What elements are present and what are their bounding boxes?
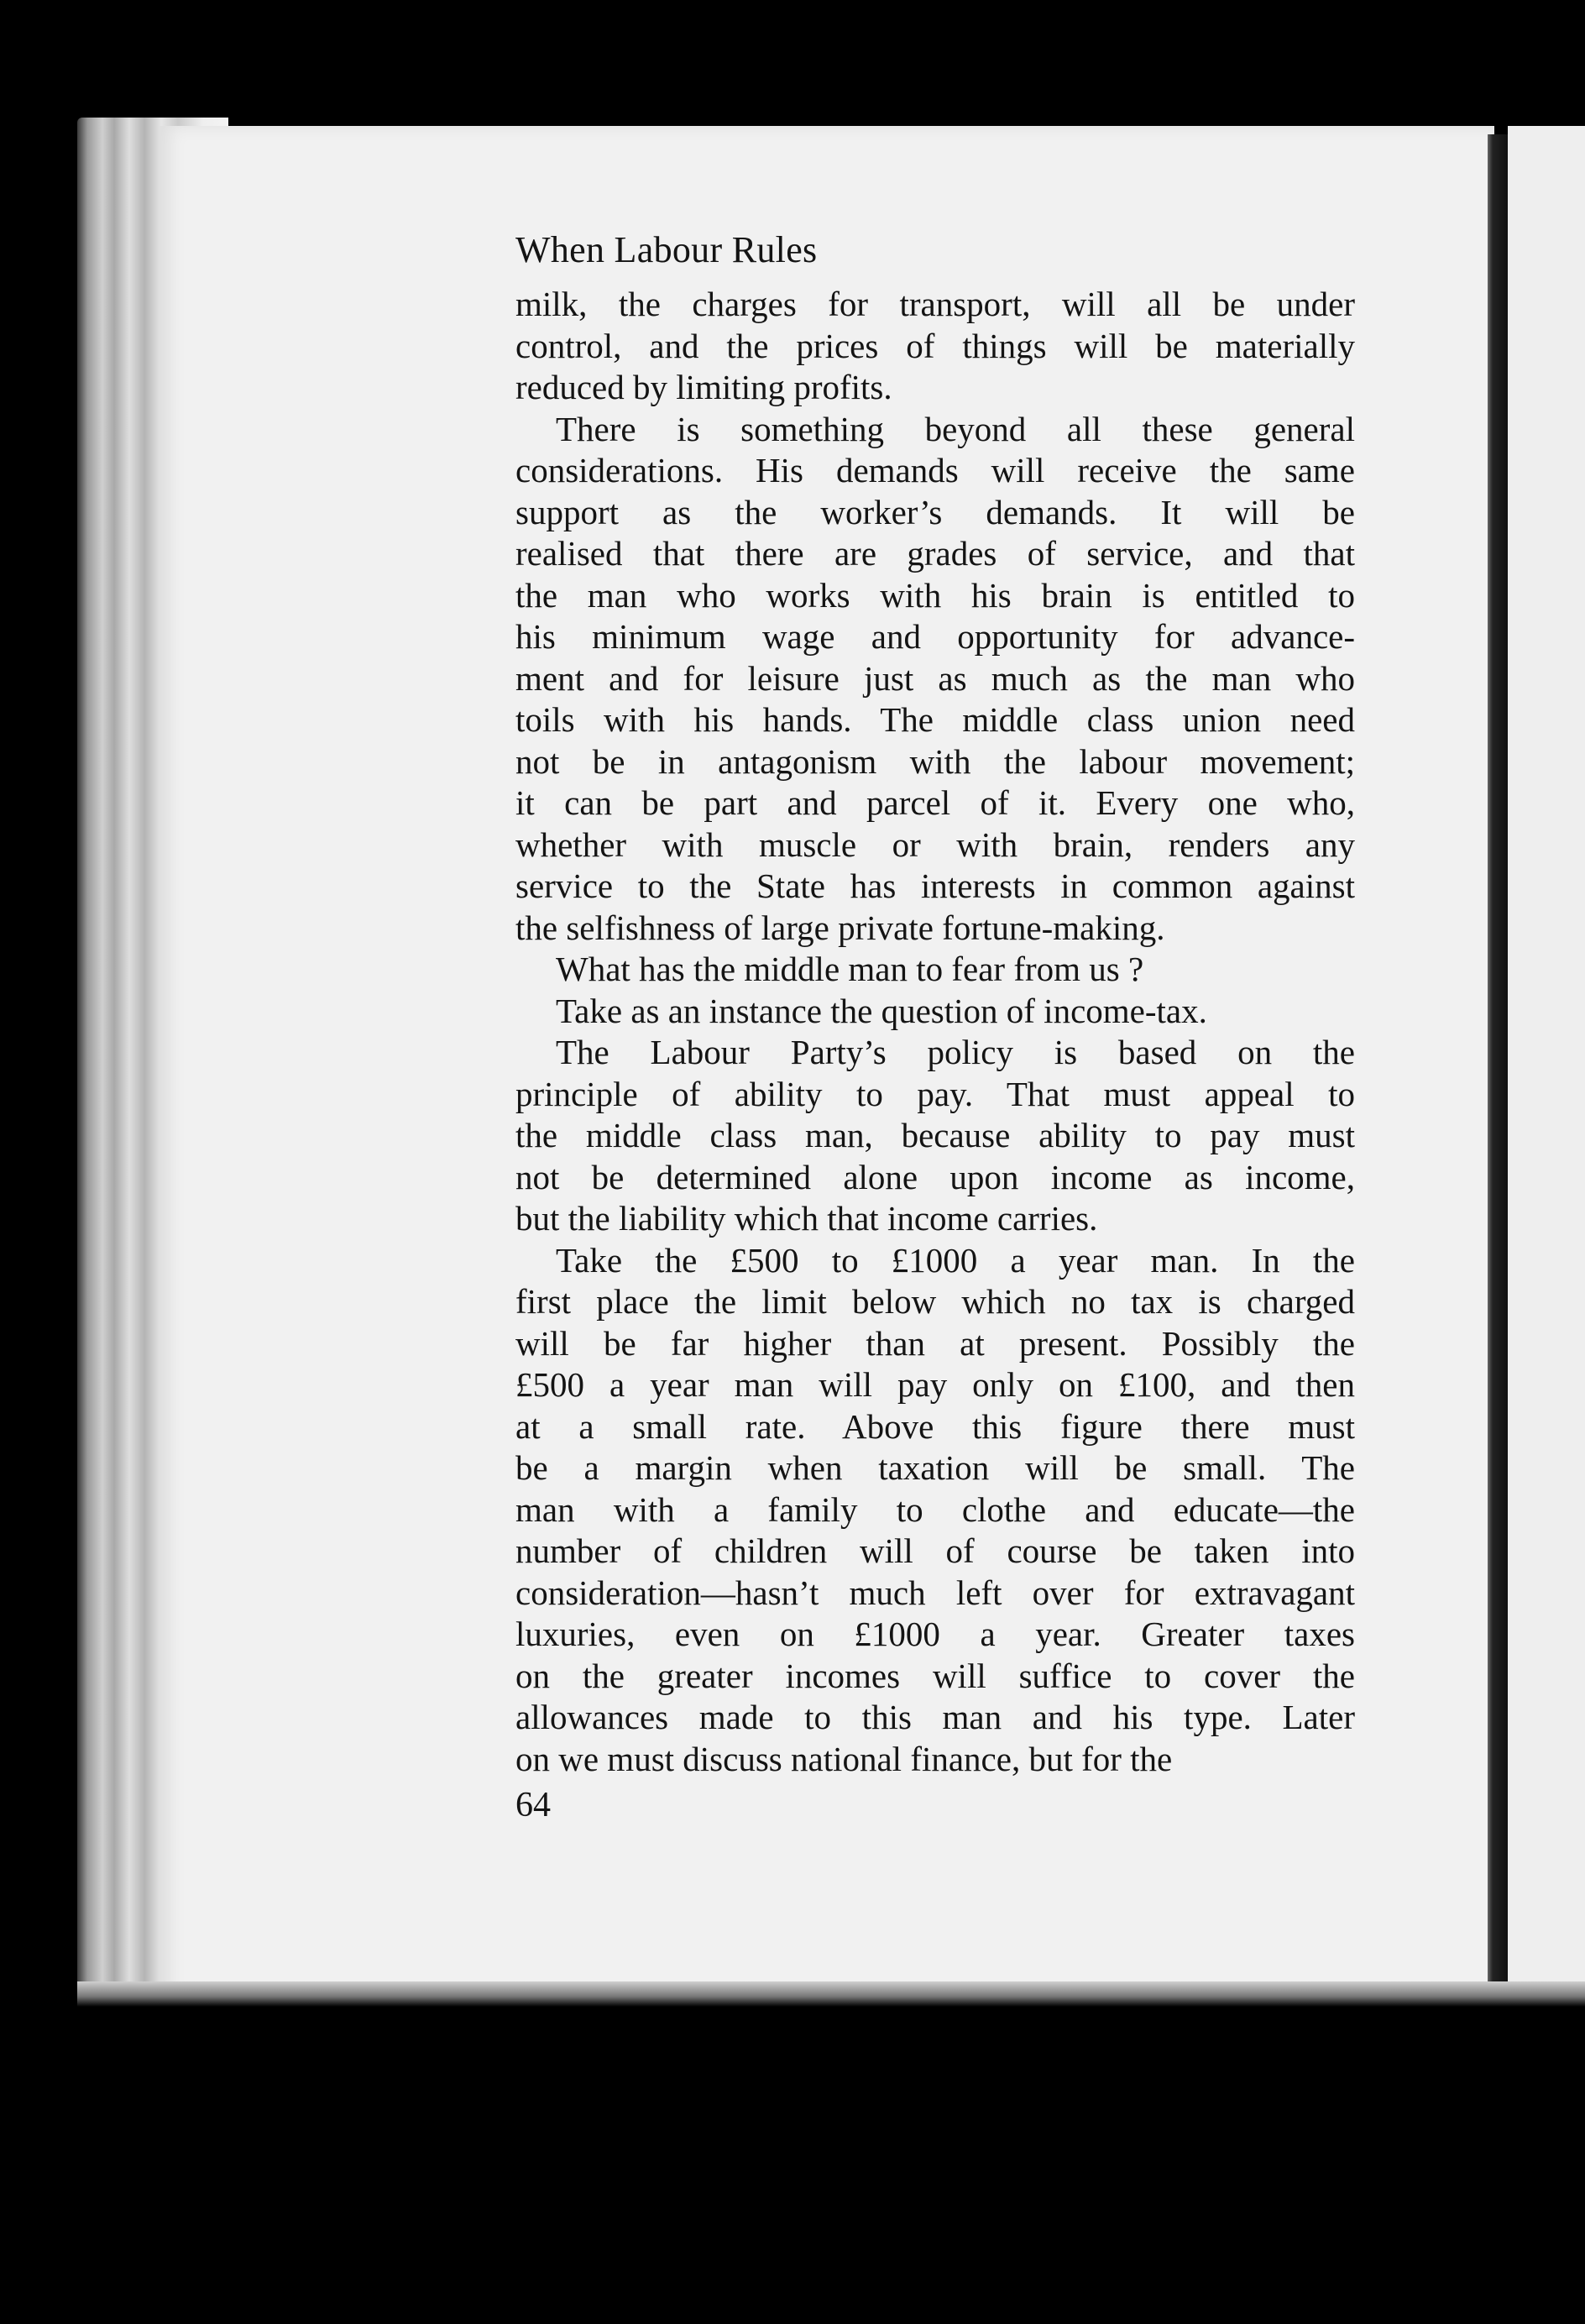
running-head: When Labour Rules xyxy=(515,229,818,270)
text-line: control, and the prices of things will be materially xyxy=(515,326,1355,365)
body-text xyxy=(515,284,1355,1780)
facing-page-edge xyxy=(1508,126,1585,1998)
text-line: considerations. His demands will receive the same xyxy=(515,451,1355,489)
text-line: it can be part and parcel of it. Every one who, xyxy=(515,783,1355,822)
text-line: Take the £500 to £1000 a year man. In the xyxy=(556,1240,1355,1280)
bottom-edge-shadow xyxy=(77,1981,1585,2007)
text-line: £500 a year man will pay only on £100, and then xyxy=(515,1365,1355,1404)
text-line: consideration—hasn’t much left over for extravagant xyxy=(515,1573,1355,1612)
text-block xyxy=(515,223,1355,1829)
paragraph xyxy=(515,409,1355,950)
paragraph xyxy=(515,1240,1355,1781)
page-number: 64 xyxy=(515,1786,551,1824)
text-line: be a margin when taxation will be small. The xyxy=(515,1448,1355,1487)
text-line: reduced by limiting profits. xyxy=(515,368,892,406)
text-line: not be in antagonism with the labour movement; xyxy=(515,741,1355,781)
text-line: will be far higher than at present. Possibly the xyxy=(515,1323,1355,1363)
text-line: the middle class man, because ability to pay must xyxy=(515,1116,1355,1154)
text-line: Take as an instance the question of income-tax. xyxy=(556,991,1207,1030)
text-line: at a small rate. Above this figure there must xyxy=(515,1406,1355,1446)
text-line: The Labour Party’s policy is based on the xyxy=(556,1033,1355,1071)
text-line: on the greater incomes will suffice to cover the xyxy=(515,1656,1355,1695)
paragraph xyxy=(515,991,1355,1033)
text-line: allowances made to this man and his type. Later xyxy=(515,1698,1355,1736)
text-line: his minimum wage and opportunity for advance- xyxy=(515,617,1355,656)
text-line: the man who works with his brain is entitled to xyxy=(515,575,1355,615)
text-line: first place the limit below which no tax is charged xyxy=(515,1282,1355,1321)
text-line: support as the worker’s demands. It will be xyxy=(515,492,1355,531)
text-line: not be determined alone upon income as income, xyxy=(515,1157,1355,1196)
text-line: whether with muscle or with brain, renders any xyxy=(515,824,1355,864)
text-line: number of children will of course be taken into xyxy=(515,1531,1355,1570)
text-line: milk, the charges for transport, will all be under xyxy=(515,285,1355,323)
paragraph xyxy=(515,1032,1355,1240)
text-line: What has the middle man to fear from us ? xyxy=(556,950,1144,988)
text-line: There is something beyond all these general xyxy=(556,409,1355,448)
text-line: realised that there are grades of service, and that xyxy=(515,534,1355,573)
text-line: principle of ability to pay. That must appeal to xyxy=(515,1074,1355,1113)
text-line: man with a family to clothe and educate—the xyxy=(515,1489,1355,1529)
text-line: service to the State has interests in common against xyxy=(515,866,1355,905)
paragraph xyxy=(515,949,1355,991)
text-line: but the liability which that income carries. xyxy=(515,1199,1098,1238)
paragraph xyxy=(515,284,1355,409)
text-line: the selfishness of large private fortune-making. xyxy=(515,908,1165,947)
gutter-shadow xyxy=(1488,134,1508,1990)
text-line: ment and for leisure just as much as the man who xyxy=(515,658,1355,698)
text-line: on we must discuss national finance, but for the xyxy=(515,1739,1173,1778)
text-line: luxuries, even on £1000 a year. Greater taxes xyxy=(515,1615,1355,1653)
text-line: toils with his hands. The middle class union need xyxy=(515,700,1355,739)
